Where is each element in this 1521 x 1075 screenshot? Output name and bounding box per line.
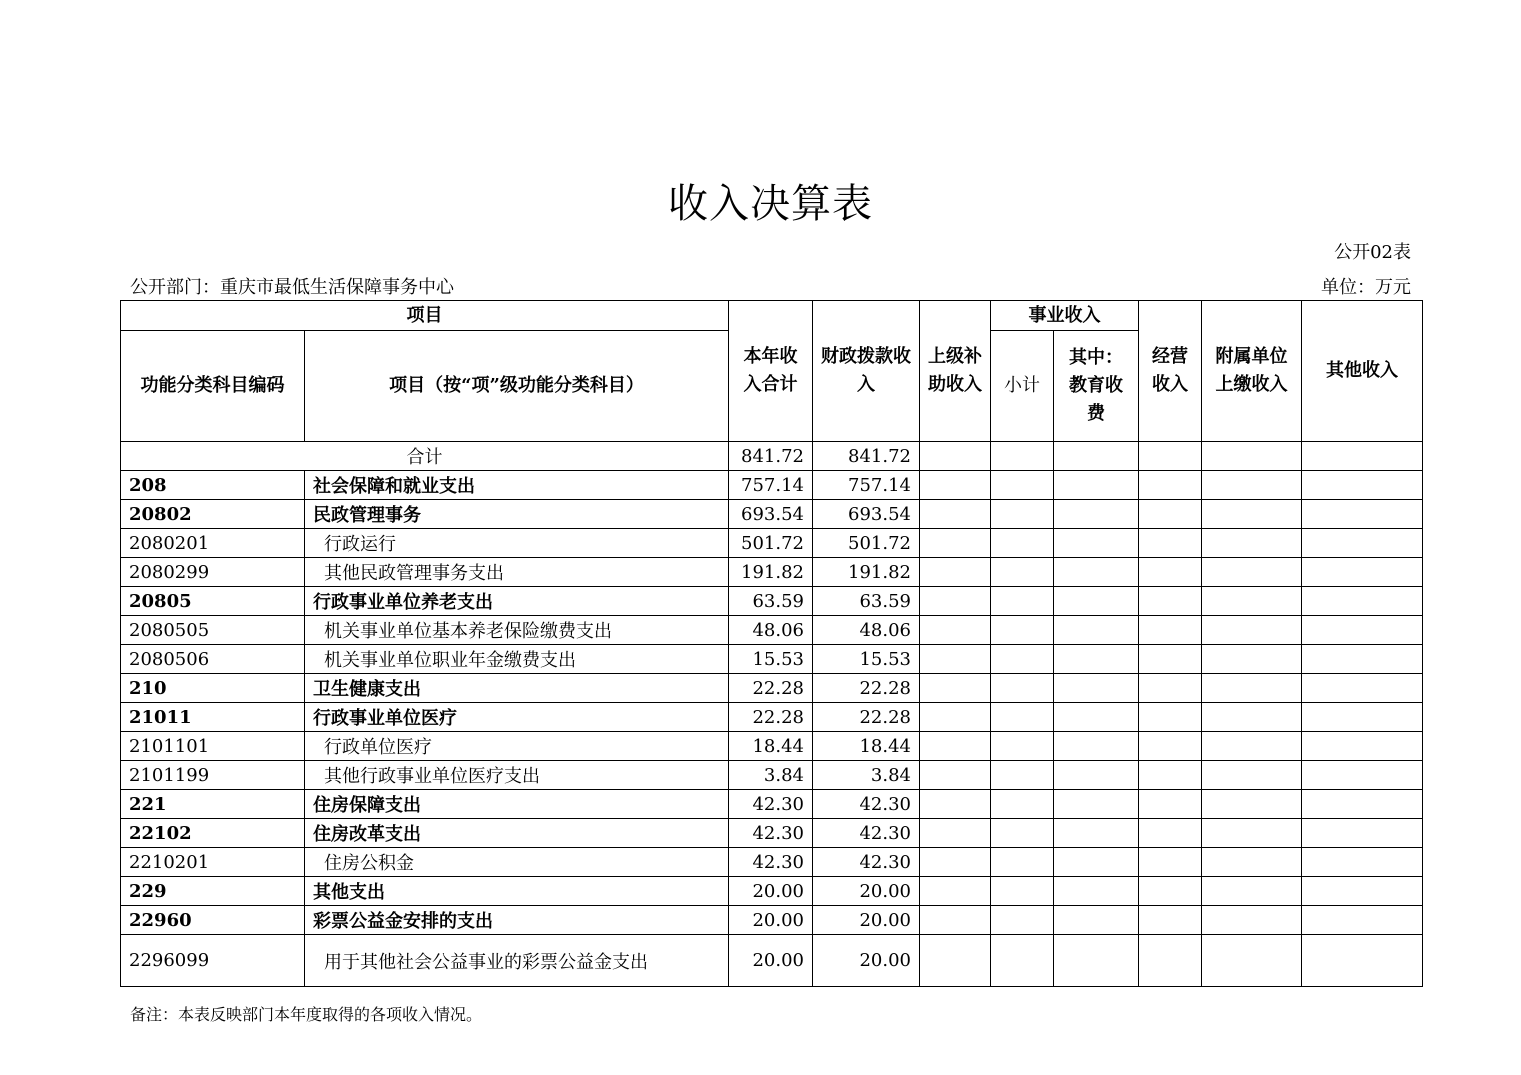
empty-cell (1302, 645, 1423, 674)
empty-cell (991, 529, 1054, 558)
row-code: 2210201 (121, 848, 305, 877)
empty-cell (920, 906, 991, 935)
table-row (121, 471, 1423, 500)
empty-cell (991, 587, 1054, 616)
table-row (121, 877, 1423, 906)
header-affiliated: 附属单位上缴收入 (1202, 301, 1302, 442)
empty-cell (991, 616, 1054, 645)
empty-cell (1054, 471, 1139, 500)
department-label: 公开部门：重庆市最低生活保障事务中心 (130, 277, 454, 298)
row-total-income: 22.28 (729, 674, 813, 703)
row-total-income: 42.30 (729, 819, 813, 848)
empty-cell (1202, 906, 1302, 935)
row-fiscal: 63.59 (813, 587, 920, 616)
empty-cell (1302, 790, 1423, 819)
empty-cell (920, 848, 991, 877)
empty-cell (1302, 761, 1423, 790)
row-name: 用于其他社会公益事业的彩票公益金支出 (305, 935, 729, 987)
header-operating: 经营收入 (1139, 301, 1202, 442)
table-row (121, 529, 1423, 558)
row-code: 210 (121, 674, 305, 703)
empty-cell (1202, 616, 1302, 645)
row-code: 221 (121, 790, 305, 819)
row-name: 行政事业单位医疗 (305, 703, 729, 732)
unit-label: 单位：万元 (1321, 277, 1411, 298)
table-row (121, 761, 1423, 790)
empty-cell (1202, 877, 1302, 906)
income-table (120, 300, 1423, 987)
empty-cell (1139, 645, 1202, 674)
row-code: 20805 (121, 587, 305, 616)
row-code: 229 (121, 877, 305, 906)
row-name: 社会保障和就业支出 (305, 471, 729, 500)
empty-cell (1202, 819, 1302, 848)
empty-cell (920, 703, 991, 732)
empty-cell (1202, 761, 1302, 790)
row-code: 2080299 (121, 558, 305, 587)
empty-cell (1302, 935, 1423, 987)
header-total-income: 本年收入合计 (729, 301, 813, 442)
total-fiscal-value: 841.72 (813, 442, 920, 471)
empty-cell (1302, 587, 1423, 616)
empty-cell (991, 471, 1054, 500)
total-income-value: 841.72 (729, 442, 813, 471)
row-total-income: 20.00 (729, 906, 813, 935)
empty-cell (1054, 500, 1139, 529)
row-fiscal: 693.54 (813, 500, 920, 529)
row-fiscal: 42.30 (813, 790, 920, 819)
empty-cell (1139, 761, 1202, 790)
empty-cell (991, 674, 1054, 703)
empty-cell (1054, 587, 1139, 616)
empty-cell (1302, 500, 1423, 529)
empty-cell (1054, 674, 1139, 703)
row-total-income: 20.00 (729, 935, 813, 987)
empty-cell (991, 500, 1054, 529)
row-code: 22102 (121, 819, 305, 848)
empty-cell (1202, 587, 1302, 616)
empty-cell (1302, 558, 1423, 587)
empty-cell (1139, 935, 1202, 987)
empty-cell (1302, 529, 1423, 558)
table-row (121, 935, 1423, 987)
empty-cell (1054, 848, 1139, 877)
row-code: 2080506 (121, 645, 305, 674)
empty-cell (1202, 645, 1302, 674)
row-name: 行政事业单位养老支出 (305, 587, 729, 616)
row-code: 2080201 (121, 529, 305, 558)
empty-cell (1139, 500, 1202, 529)
row-code: 21011 (121, 703, 305, 732)
row-total-income: 20.00 (729, 877, 813, 906)
empty-cell (1302, 616, 1423, 645)
empty-cell (1139, 703, 1202, 732)
row-fiscal: 3.84 (813, 761, 920, 790)
header-other: 其他收入 (1302, 301, 1423, 442)
table-row (121, 500, 1423, 529)
header-subtotal: 小计 (991, 331, 1054, 442)
row-fiscal: 22.28 (813, 674, 920, 703)
empty-cell (1202, 848, 1302, 877)
row-name: 其他民政管理事务支出 (305, 558, 729, 587)
empty-cell (1054, 790, 1139, 819)
empty-cell (1302, 674, 1423, 703)
empty-cell (1054, 819, 1139, 848)
empty-cell (991, 906, 1054, 935)
row-total-income: 15.53 (729, 645, 813, 674)
row-code: 2101101 (121, 732, 305, 761)
header-code: 功能分类科目编码 (121, 331, 305, 442)
empty-cell (991, 790, 1054, 819)
total-row (121, 442, 1423, 471)
empty-cell (1202, 790, 1302, 819)
empty-cell (1139, 529, 1202, 558)
row-name: 行政单位医疗 (305, 732, 729, 761)
row-name: 彩票公益金安排的支出 (305, 906, 729, 935)
table-row (121, 732, 1423, 761)
row-total-income: 501.72 (729, 529, 813, 558)
empty-cell (1302, 471, 1423, 500)
row-name: 住房保障支出 (305, 790, 729, 819)
row-fiscal: 15.53 (813, 645, 920, 674)
row-fiscal: 757.14 (813, 471, 920, 500)
empty-cell (920, 819, 991, 848)
empty-cell (1139, 790, 1202, 819)
row-fiscal: 20.00 (813, 935, 920, 987)
empty-cell (991, 761, 1054, 790)
empty-cell (920, 471, 991, 500)
empty-cell (991, 819, 1054, 848)
empty-cell (1139, 732, 1202, 761)
empty-cell (1054, 645, 1139, 674)
empty-cell (1139, 848, 1202, 877)
row-fiscal: 42.30 (813, 819, 920, 848)
empty-cell (991, 732, 1054, 761)
empty-cell (1202, 558, 1302, 587)
row-code: 20802 (121, 500, 305, 529)
empty-cell (991, 645, 1054, 674)
empty-cell (991, 558, 1054, 587)
row-fiscal: 501.72 (813, 529, 920, 558)
header-superior: 上级补助收入 (920, 301, 991, 442)
empty-cell (1202, 471, 1302, 500)
row-name: 行政运行 (305, 529, 729, 558)
row-code: 2101199 (121, 761, 305, 790)
empty-cell (1202, 703, 1302, 732)
empty-cell (1202, 500, 1302, 529)
empty-cell (1202, 732, 1302, 761)
table-row (121, 906, 1423, 935)
empty-cell (1202, 529, 1302, 558)
header-fiscal: 财政拨款收入 (813, 301, 920, 442)
row-fiscal: 20.00 (813, 906, 920, 935)
empty-cell (920, 877, 991, 906)
row-name: 卫生健康支出 (305, 674, 729, 703)
empty-cell (1139, 906, 1202, 935)
empty-cell (920, 935, 991, 987)
empty-cell (1302, 877, 1423, 906)
empty-cell (1054, 761, 1139, 790)
empty-cell (1302, 906, 1423, 935)
row-code: 22960 (121, 906, 305, 935)
empty-cell (1054, 906, 1139, 935)
empty-cell (1054, 616, 1139, 645)
empty-cell (1139, 674, 1202, 703)
row-name: 其他行政事业单位医疗支出 (305, 761, 729, 790)
row-total-income: 191.82 (729, 558, 813, 587)
header-name: 项目（按“项”级功能分类科目） (305, 331, 729, 442)
empty-cell (920, 558, 991, 587)
row-total-income: 42.30 (729, 848, 813, 877)
form-number: 公开02表 (1334, 242, 1411, 263)
empty-cell (1302, 703, 1423, 732)
row-total-income: 18.44 (729, 732, 813, 761)
empty-cell (1139, 819, 1202, 848)
empty-cell (1054, 935, 1139, 987)
empty-cell (1302, 848, 1423, 877)
row-name: 其他支出 (305, 877, 729, 906)
empty-cell (920, 790, 991, 819)
row-fiscal: 22.28 (813, 703, 920, 732)
row-fiscal: 42.30 (813, 848, 920, 877)
row-fiscal: 191.82 (813, 558, 920, 587)
header-business-income: 事业收入 (991, 301, 1139, 331)
empty-cell (1202, 674, 1302, 703)
empty-cell (920, 500, 991, 529)
footnote: 备注：本表反映部门本年度取得的各项收入情况。 (130, 1005, 483, 1024)
row-total-income: 42.30 (729, 790, 813, 819)
empty-cell (1202, 935, 1302, 987)
header-education-fee: 其中：教育收费 (1054, 331, 1139, 442)
empty-cell (991, 877, 1054, 906)
empty-cell (1302, 819, 1423, 848)
empty-cell (1054, 529, 1139, 558)
empty-cell (1139, 616, 1202, 645)
row-total-income: 63.59 (729, 587, 813, 616)
table-row (121, 790, 1423, 819)
row-total-income: 48.06 (729, 616, 813, 645)
row-fiscal: 18.44 (813, 732, 920, 761)
header-project: 项目 (121, 301, 729, 331)
row-total-income: 757.14 (729, 471, 813, 500)
table-row (121, 703, 1423, 732)
row-name: 民政管理事务 (305, 500, 729, 529)
empty-cell (991, 848, 1054, 877)
empty-cell (920, 616, 991, 645)
empty-cell (1139, 877, 1202, 906)
empty-cell (1054, 558, 1139, 587)
empty-cell (920, 645, 991, 674)
row-fiscal: 20.00 (813, 877, 920, 906)
empty-cell (991, 935, 1054, 987)
table-row (121, 616, 1423, 645)
row-name: 机关事业单位职业年金缴费支出 (305, 645, 729, 674)
empty-cell (991, 703, 1054, 732)
empty-cell (920, 674, 991, 703)
empty-cell (920, 587, 991, 616)
empty-cell (1054, 703, 1139, 732)
table-row (121, 645, 1423, 674)
row-name: 机关事业单位基本养老保险缴费支出 (305, 616, 729, 645)
row-total-income: 693.54 (729, 500, 813, 529)
empty-cell (920, 761, 991, 790)
row-name: 住房公积金 (305, 848, 729, 877)
table-row (121, 674, 1423, 703)
row-fiscal: 48.06 (813, 616, 920, 645)
row-total-income: 3.84 (729, 761, 813, 790)
table-row (121, 587, 1423, 616)
empty-cell (1139, 558, 1202, 587)
row-code: 2296099 (121, 935, 305, 987)
empty-cell (1054, 877, 1139, 906)
total-label: 合计 (121, 442, 729, 471)
row-code: 2080505 (121, 616, 305, 645)
empty-cell (920, 529, 991, 558)
empty-cell (920, 732, 991, 761)
empty-cell (1139, 587, 1202, 616)
empty-cell (1054, 732, 1139, 761)
table-row (121, 558, 1423, 587)
empty-cell (1139, 471, 1202, 500)
row-total-income: 22.28 (729, 703, 813, 732)
row-code: 208 (121, 471, 305, 500)
table-row (121, 819, 1423, 848)
table-row (121, 848, 1423, 877)
empty-cell (1302, 732, 1423, 761)
page-title: 收入决算表 (668, 181, 873, 227)
row-name: 住房改革支出 (305, 819, 729, 848)
